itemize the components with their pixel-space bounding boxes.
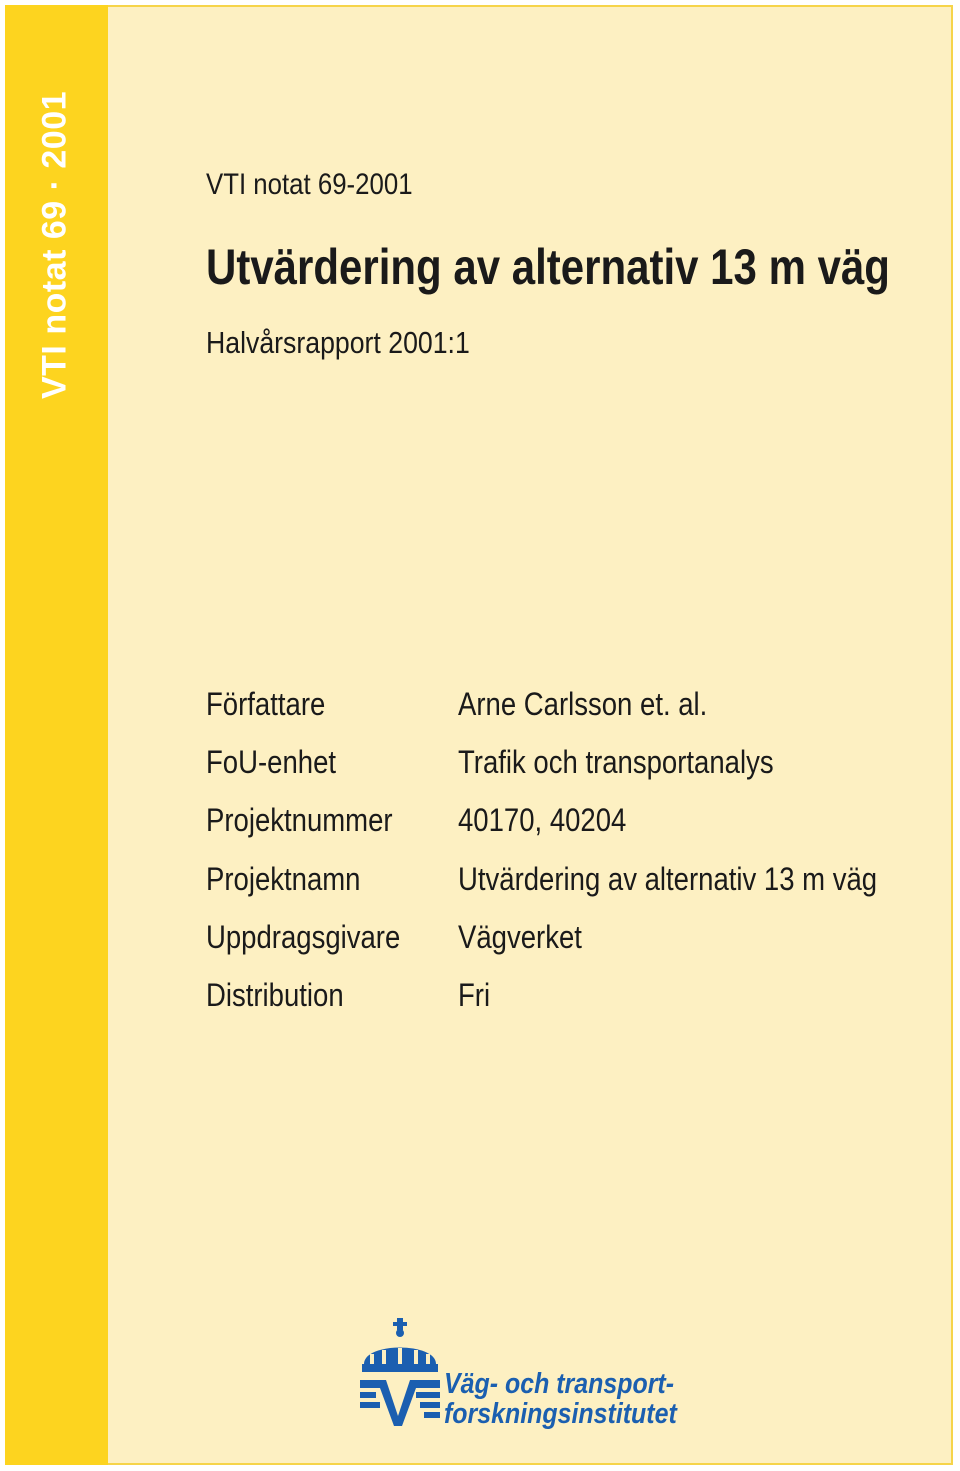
meta-label: Projektnamn [206,861,361,897]
meta-value: Trafik och transportanalys [458,744,774,780]
meta-value: Arne Carlsson et. al. [458,686,708,722]
meta-value: Fri [458,977,491,1013]
logo-text-line2: forskningsinstitutet [444,1398,677,1430]
report-subtitle: Halvårsrapport 2001:1 [206,325,470,360]
meta-value: Vägverket [458,919,582,955]
meta-label: FoU-enhet [206,744,337,780]
meta-label: Distribution [206,977,344,1013]
report-series: VTI notat 69-2001 [206,168,413,201]
meta-value: 40170, 40204 [458,802,627,838]
spine-bar [5,5,108,1465]
page-background [5,5,953,1465]
meta-label: Författare [206,686,326,722]
meta-label: Uppdragsgivare [206,919,401,955]
logo-text-line1: Väg- och transport- [444,1368,675,1400]
meta-value: Utvärdering av alternativ 13 m väg [458,861,878,897]
report-title: Utvärdering av alternativ 13 m väg [206,239,890,295]
spine-label: VTI notat 69 · 2001 [35,90,74,400]
vti-logo [356,1318,686,1434]
meta-label: Projektnummer [206,802,393,838]
crown-vti-emblem-icon [356,1318,446,1434]
